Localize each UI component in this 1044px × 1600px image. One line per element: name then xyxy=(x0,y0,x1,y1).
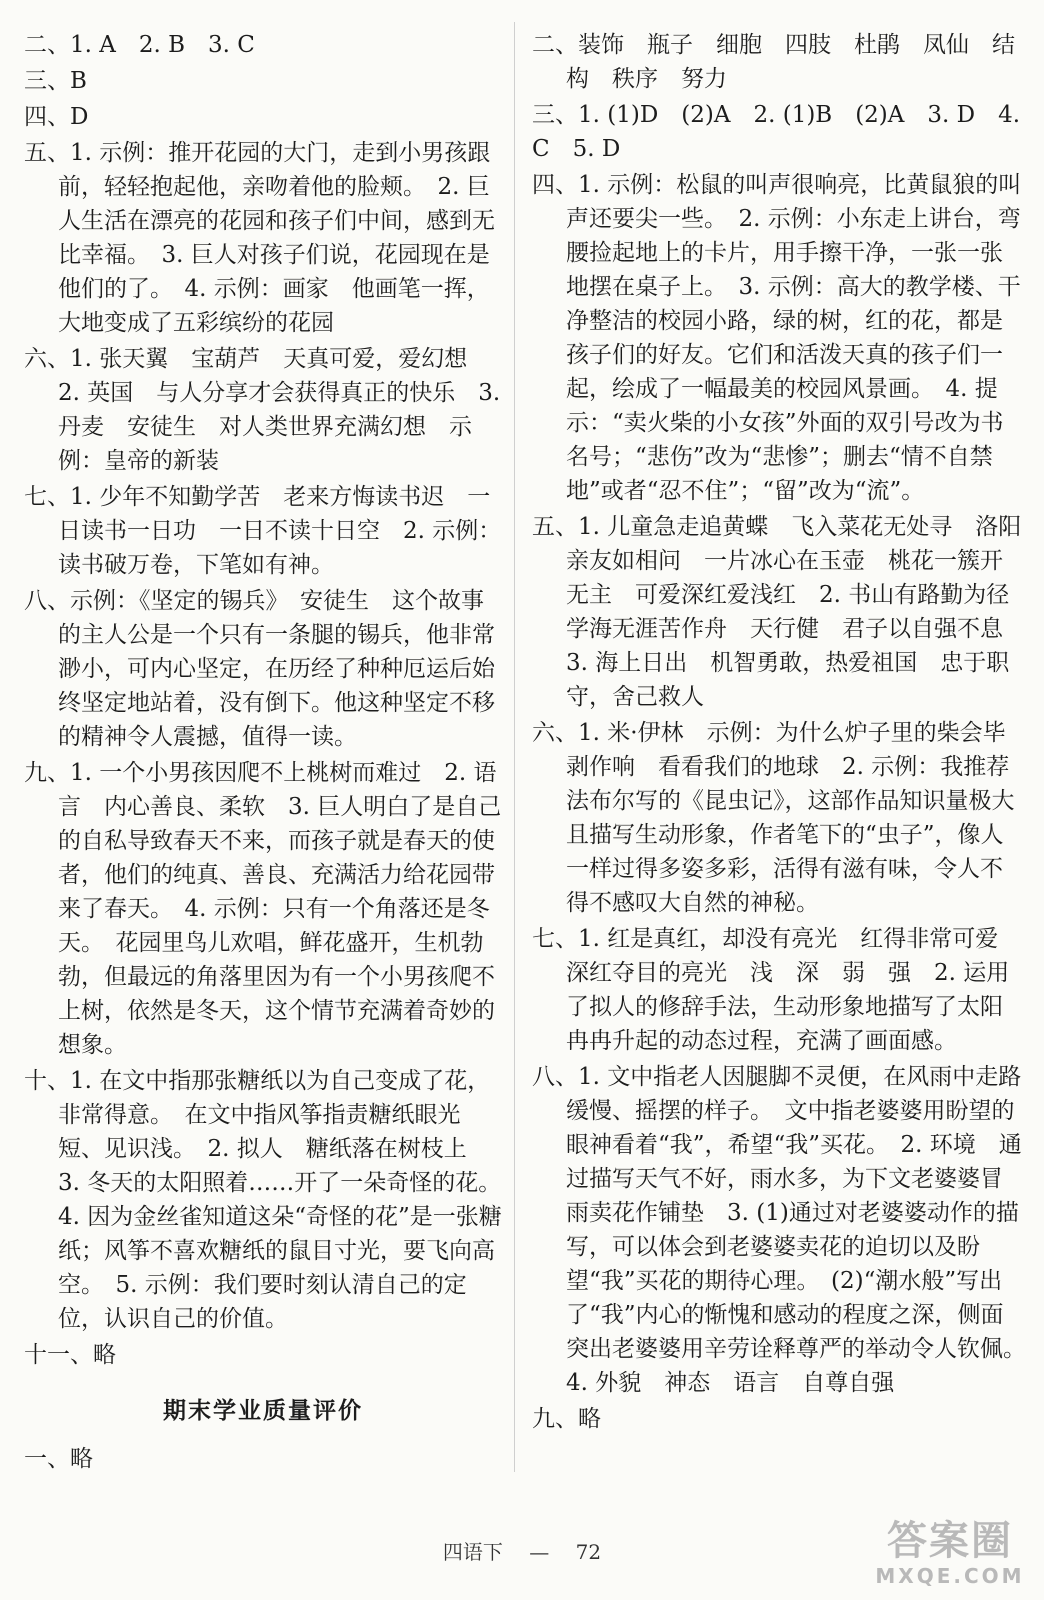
answer-line: 四、D xyxy=(24,104,89,130)
page-number: 72 xyxy=(575,1540,602,1564)
answer-line: 九、1. 一个小男孩因爬不上桃树而难过 2. 语言 内心善良、柔软 3. 巨人明白了是自己的自私导致春天不来，而孩子就是春天的使者，他们的纯真、善良、充满活力给花园带来了春天。 4. 示例：只有一个角落还是冬天。 花园里鸟儿欢唱，鲜花盛开，生机勃勃，但最远的角落里因为有一个小男孩爬不上树，依然是冬天，这个情节充满着奇妙的想象。 xyxy=(24,760,502,1058)
watermark-logo xyxy=(870,1518,1030,1594)
answer-line: 二、1. A 2. B 3. C xyxy=(24,32,255,58)
answer-line: 五、1. 示例：推开花园的大门，走到小男孩跟前，轻轻抱起他，亲吻着他的脸颊。 2. 巨人生活在漂亮的花园和孩子们中间，感到无比幸福。 3. 巨人对孩子们说，花园现在是他们的了。 4. 示例：画家 他画笔一挥，大地变成了五彩缤纷的花园 xyxy=(24,140,495,336)
footer-subject: 四语下 xyxy=(442,1540,503,1564)
answer-line: 七、1. 红是真红，却没有亮光 红得非常可爱 深红夺目的亮光 浅 深 弱 强 2. 运用了拟人的修辞手法，生动形象地描写了太阳冉冉升起的动态过程，充满了画面感。 xyxy=(532,926,1022,1054)
left-column xyxy=(24,28,513,1476)
answer-line: 七、1. 少年不知勤学苦 老来方悔读书迟 一日读书一日功 一日不读十日空 2. 示例：读书破万卷，下笔如有神。 xyxy=(24,484,502,578)
column-divider xyxy=(514,22,515,1472)
answer-line: 一、略 xyxy=(24,1446,93,1472)
answer-line: 九、略 xyxy=(532,1406,601,1432)
right-column xyxy=(532,28,1038,1436)
answer-line: 十、1. 在文中指那张糖纸以为自己变成了花，非常得意。 在文中指风筝指责糖纸眼光短、见识浅。 2. 拟人 糖纸落在树枝上 3. 冬天的太阳照着……开了一朵奇怪的花。 4. 因为金丝雀知道这朵“奇怪的花”是一张糖纸；风筝不喜欢糖纸的鼠目寸光，要飞向高空。 5. 示例：我们要时刻认清自己的定位，认识自己的价值。 xyxy=(24,1068,513,1332)
answer-line: 六、1. 张天翼 宝葫芦 天真可爱，爱幻想 2. 英国 与人分享才会获得真正的快乐 3. 丹麦 安徒生 对人类世界充满幻想 示例：皇帝的新装 xyxy=(24,346,501,474)
answer-line: 八、示例：《坚定的锡兵》 安徒生 这个故事的主人公是一个只有一条腿的锡兵，他非常渺小，可内心坚定，在历经了种种厄运后始终坚定地站着，没有倒下。他这种坚定不移的精神令人震撼，值得一读。 xyxy=(24,588,495,750)
watermark-main-text: 答案圈 xyxy=(887,1518,1013,1564)
footer-dash: — xyxy=(529,1540,550,1564)
watermark-url: MXQE.COM xyxy=(875,1564,1025,1588)
answer-line: 五、1. 儿童急走追黄蝶 飞入菜花无处寻 洛阳亲友如相问 一片冰心在玉壶 桃花一簇开无主 可爱深红爱浅红 2. 书山有路勤为径 学海无涯苦作舟 天行健 君子以自强不息 3. 海上日出 机智勇敢，热爱祖国 忠于职守，舍己救人 xyxy=(532,514,1033,710)
answer-line: 三、1. (1)D (2)A 2. (1)B (2)A 3. D 4. C 5. D xyxy=(532,102,1021,162)
section-title: 期末学业质量评价 xyxy=(163,1397,363,1424)
answer-line: 四、1. 示例：松鼠的叫声很响亮，比黄鼠狼的叫声还要尖一些。 2. 示例：小东走上讲台，弯腰捡起地上的卡片，用手擦干净，一张一张地摆在桌子上。 3. 示例：高大的教学楼、干净整洁的校园小路，绿的树，红的花，都是孩子们的好友。它们和活泼天真的孩子们一起，绘成了一幅最美的校园风景画。 4. 提示：“卖火柴的小女孩”外面的双引号改为书名号；“悲伤”改为“悲惨”；删去“情不自禁地”或者“忍不住”；“留”改为“流”。 xyxy=(532,172,1022,504)
answer-line: 六、1. 米·伊林 示例：为什么炉子里的柴会毕剥作响 看看我们的地球 2. 示例：我推荐法布尔写的《昆虫记》，这部作品知识量极大且描写生动形象，作者笔下的“虫子”，像人一样过得多姿多彩，活得有滋有味，令人不得不感叹大自然的神秘。 xyxy=(532,720,1015,916)
answer-line: 十一、略 xyxy=(24,1342,116,1368)
answer-line: 三、B xyxy=(24,68,87,94)
answer-line: 八、1. 文中指老人因腿脚不灵便，在风雨中走路缓慢、摇摆的样子。 文中指老婆婆用盼望的眼神看着“我”，希望“我”买花。 2. 环境 通过描写天气不好，雨水多，为下文老婆婆冒雨卖花作铺垫 3. (1)通过对老婆婆动作的描写，可以体会到老婆婆卖花的迫切以及盼望“我”买花的期待心理。 (2)“潮水般”写出了“我”内心的惭愧和感动的程度之深，侧面突出老婆婆用辛劳诠释尊严的举动令人钦佩。 4. 外貌 神态 语言 自尊自强 xyxy=(532,1064,1038,1396)
answer-line: 二、装饰 瓶子 细胞 四肢 杜鹃 凤仙 结构 秩序 努力 xyxy=(532,32,1015,92)
